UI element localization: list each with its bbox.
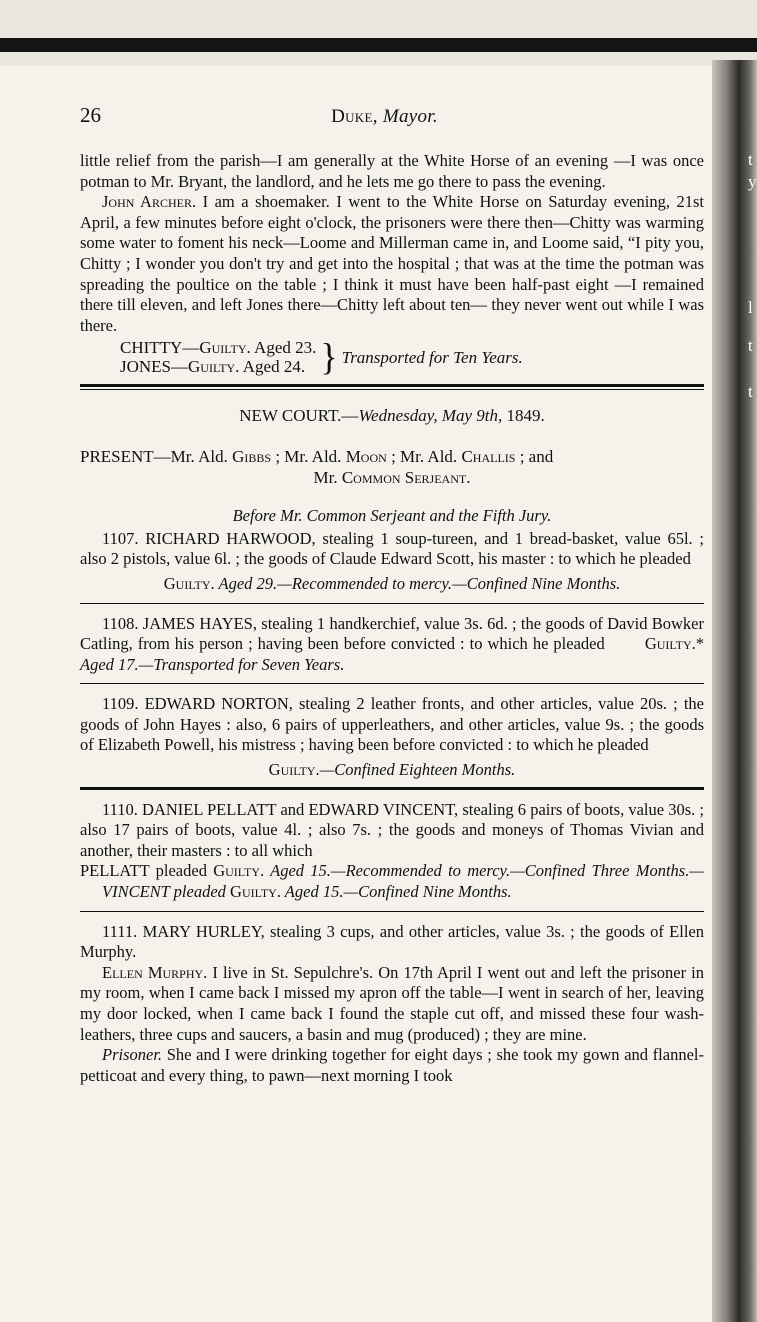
official-title: Common Serjeant. xyxy=(341,467,471,487)
witness-name: Ellen Murphy. xyxy=(102,962,208,982)
case-1109 xyxy=(80,694,704,780)
case-1111 xyxy=(80,922,704,1087)
present-text: ; Mr. Ald. xyxy=(271,446,346,466)
sentence: Transported for Ten Years. xyxy=(341,347,523,367)
case-text: 1109. EDWARD NORTON, stealing 2 leather fronts, and other articles, value 20s. ; the goods of John Hayes : also, 6 pairs of upperleathers, and other articles, value 9s. ; the goods of Elizabeth Powell, his mistress ; having been before convicted : to which he pleaded xyxy=(80,694,704,755)
verdict-guilty: Guilty.* xyxy=(644,634,705,654)
document-page xyxy=(80,105,704,1086)
present-line-2 xyxy=(80,468,704,489)
defendant-name: JONES— xyxy=(120,357,189,377)
verdict-sentence: —Confined Eighteen Months. xyxy=(319,760,516,780)
witness-archer-paragraph xyxy=(80,192,704,336)
page-header xyxy=(80,105,704,151)
case-text: 1107. RICHARD HARWOOD, stealing 1 soup-tureen, and 1 bread-basket, value 65l. ; also 2 pistols, value 6l. ; the goods of Claude Edward Scott, his master : to which he pleaded xyxy=(80,528,704,569)
court-name: NEW COURT.— xyxy=(239,406,359,426)
binding-edge xyxy=(0,38,757,52)
verdict-sentence: Aged 15.—Recommended to mercy.—Confined Three Months.—VINCENT pleaded xyxy=(102,861,704,902)
facing-page-letter: t xyxy=(748,150,753,169)
defendant-age: Aged 24. xyxy=(239,357,306,377)
case-divider xyxy=(80,603,704,604)
verdict-sentence: Aged 17.—Transported for Seven Years. xyxy=(80,654,345,674)
case-text xyxy=(80,614,704,676)
present-text: PRESENT—Mr. Ald. xyxy=(80,446,233,466)
case-verdict xyxy=(80,760,704,781)
running-head-title: Mayor. xyxy=(382,106,438,127)
brace: } xyxy=(320,336,338,379)
case-verdict xyxy=(80,574,704,595)
present-text: ; and xyxy=(515,446,554,466)
witness-name: John Archer. xyxy=(102,192,197,212)
court-year: 1849. xyxy=(502,406,545,426)
facing-page-fragments xyxy=(744,0,757,1322)
verdict-guilty: Guilty. xyxy=(213,861,265,881)
alderman-name: Challis xyxy=(461,446,516,466)
verdict-plea: PELLATT pleaded xyxy=(80,861,214,881)
verdict-sentence: Aged 15.—Confined Nine Months. xyxy=(280,882,512,902)
page-number: 26 xyxy=(80,103,101,127)
facing-page-letter: l xyxy=(748,298,753,317)
witness-murphy-paragraph xyxy=(80,963,704,1045)
prisoner-paragraph xyxy=(80,1045,704,1086)
case-1107 xyxy=(80,529,704,595)
court-date: Wednesday, May 9th, xyxy=(358,406,503,426)
page-top-margin xyxy=(0,0,757,66)
case-verdict xyxy=(80,861,704,902)
present-text: Mr. xyxy=(313,467,342,487)
prisoner-statement: She and I were drinking together for eight days ; she took my gown and flannel-petticoat and every thing, to pawn—next morning I took xyxy=(80,1045,704,1085)
verdict-guilty: Guilty. xyxy=(188,357,240,377)
defendant-name: CHITTY— xyxy=(120,338,200,358)
alderman-name: Moon xyxy=(345,446,387,466)
witness-testimony: I live in St. Sepulchre's. On 17th April I went out and left the prisoner in my room, when I came back I missed my apron off the table—I went in search of her, leaving my door locked, when I came back I found the staple cut off, and missed these four wash-leathers, three cups and saucers, a basin and mug (produced) ; they are mine. xyxy=(80,962,704,1044)
verdict-guilty: Guilty. xyxy=(268,760,320,780)
verdict-sentence: Aged 29.—Recommended to mercy.—Confined Nine Months. xyxy=(214,573,621,593)
verdict-chitty-jones xyxy=(120,336,704,379)
facing-page-letter: t xyxy=(748,336,753,355)
continuation-paragraph: little relief from the parish—I am generally at the White Horse of an evening —I was once potman to Mr. Bryant, the landlord, and he lets me go there to pass the evening. xyxy=(80,151,704,191)
verdict-names xyxy=(120,338,316,376)
running-head xyxy=(101,107,704,128)
jury-heading: Before Mr. Common Serjeant and the Fifth Jury. xyxy=(232,506,552,526)
present-line xyxy=(80,447,704,468)
case-text: 1111. MARY HURLEY, stealing 3 cups, and other articles, value 3s. ; the goods of Ellen Murphy. xyxy=(80,921,704,962)
section-divider xyxy=(80,384,704,390)
case-body: 1108. JAMES HAYES, stealing 1 handkerchief, value 3s. 6d. ; the goods of David Bowker Catling, from his person ; having been before convicted : to which he pleaded xyxy=(80,613,704,654)
court-heading xyxy=(80,406,704,427)
facing-page-letter: y xyxy=(748,172,757,191)
facing-page-letter: t xyxy=(748,382,753,401)
verdict-guilty: Guilty. xyxy=(163,573,215,593)
case-divider xyxy=(80,787,704,790)
verdict-guilty: Guilty. xyxy=(199,338,251,358)
case-divider xyxy=(80,683,704,684)
case-divider xyxy=(80,911,704,912)
alderman-name: Gibbs xyxy=(232,446,272,466)
witness-testimony: I am a shoemaker. I went to the White Horse on Saturday evening, 21st April, a few minutes before eight o'clock, the prisoners were there then—Chitty was warming some water to foment his neck—Loome and Millerman came in, and Loome said, “I pity you, Chitty ; I wonder you don't try and get into the hospital ; that was at the time the potman was spreading the poultice on the table ; I think it must have been half-past eight —I remained there till eleven, and left Jones there—Chitty left about ten— they never went out while I was there. xyxy=(80,192,704,335)
defendant-age: Aged 23. xyxy=(250,338,317,358)
case-1108 xyxy=(80,614,704,676)
prisoner-label: Prisoner. xyxy=(102,1045,163,1065)
running-head-name: Duke, xyxy=(331,106,378,127)
verdict-guilty: Guilty. xyxy=(230,882,281,902)
case-1110 xyxy=(80,800,704,903)
case-text: 1110. DANIEL PELLATT and EDWARD VINCENT, stealing 6 pairs of boots, value 30s. ; also 17 pairs of boots, value 4l. ; also 7s. ; the goods and moneys of Thomas Vivian and another, their masters : to all which xyxy=(80,799,704,860)
present-text: ; Mr. Ald. xyxy=(386,446,462,466)
